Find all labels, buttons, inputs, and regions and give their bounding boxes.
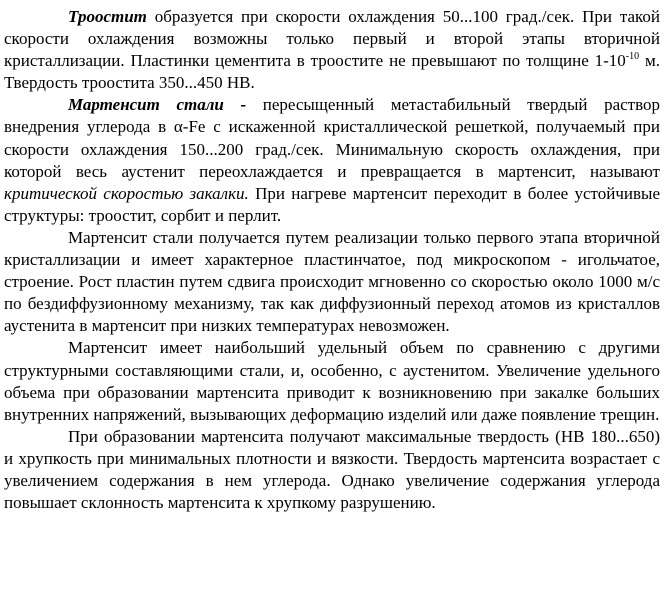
paragraph-text: образуется при скорости охлаждения 50...100 град./сек. При такой скорости охлаждения возможны только первый и второй этапы вторичной кристаллизации. Пластинки цементита в троостите не превышают по толщине 1-10 xyxy=(4,7,660,71)
paragraph-text: м. Твердость троостита 350...450 HB. xyxy=(4,51,660,93)
paragraph-troostite xyxy=(4,6,660,94)
emphasis-critical-speed: критической скоростью закалки. xyxy=(4,183,249,203)
paragraph-martensite-hardness: При образовании мартенсита получают максимальные твердость (HB 180...650) и хрупкость при минимальных плотности и вязкости. Твердость мартенсита возрастает с увеличением содержания в нем углерода. Однако увеличение содержания углерода повышает склонность мартенсита к хрупкому разрушению. xyxy=(4,426,660,513)
exponent: -10 xyxy=(625,51,640,63)
paragraph-text: При нагреве мартенсит переходит в более устойчивые структуры: троостит, сорбит и перлит. xyxy=(4,183,660,225)
paragraph-martensite-formation: Мартенсит стали получается путем реализации только первого этапа вторичной кристаллизации и имеет характерное пластинчатое, под микроскопом - игольчатое, строение. Рост пластин путем сдвига происходит мгновенно со скоростью около 1000 м/с по бездиффузионному механизму, так как диффузионный переход атомов из кристаллов аустенита в мартенсит при низких температурах невозможен. xyxy=(4,227,660,336)
term-troostite: Троостит xyxy=(68,7,147,26)
term-martensite: Мартенсит стали - xyxy=(68,95,247,115)
paragraph-text: пересыщенный метастабильный твердый раствор внедрения углерода в α-Fe с искаженной кристаллической решеткой, получаемый при скорости охлаждения 150...200 град./сек. Минимальную скорость охлаждения, при которой весь аустенит переохлаждается и превращается в мартенсит, называют xyxy=(4,95,660,181)
paragraph-martensite-volume: Мартенсит имеет наибольший удельный объем по сравнению с другими структурными составляющими стали, и, особенно, с аустенитом. Увеличение удельного объема при образовании мартенсита приводит к возникновению при закалке больших внутренних напряжений, вызывающих деформацию изделий или даже появление трещин. xyxy=(4,338,660,424)
paragraph-martensite-definition xyxy=(4,94,660,227)
